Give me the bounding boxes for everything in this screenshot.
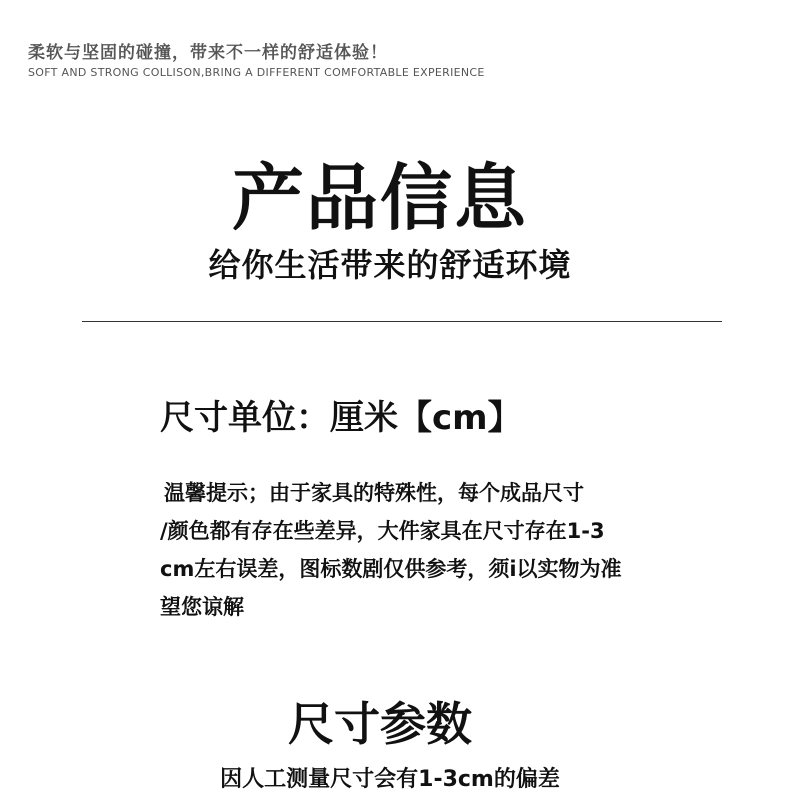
tagline-chinese: 柔软与坚固的碰撞，带来不一样的舒适体验！ [28, 43, 388, 63]
size-parameters-title: 尺寸参数 [288, 697, 472, 751]
notice-line: cm左右误差，图标数剧仅供参考，须i以实物为准 [160, 557, 622, 581]
size-unit-heading: 尺寸单位：厘米【cm】 [160, 398, 522, 438]
section-divider [82, 321, 722, 322]
notice-line: 望您谅解 [160, 595, 244, 619]
notice-line: 温馨提示；由于家具的特殊性，每个成品尺寸 [164, 481, 584, 505]
notice-paragraph [160, 474, 680, 626]
notice-line: /颜色都有存在些差异，大件家具在尺寸存在1-3 [160, 519, 605, 543]
page-subtitle: 给你生活带来的舒适环境 [208, 246, 572, 284]
size-parameters-note: 因人工测量尺寸会有1-3cm的偏差 [220, 767, 560, 792]
tagline-english: SOFT AND STRONG COLLISON,BRING A DIFFERENT COMFORTABLE EXPERIENCE [28, 66, 485, 79]
page-title: 产品信息 [231, 156, 528, 240]
